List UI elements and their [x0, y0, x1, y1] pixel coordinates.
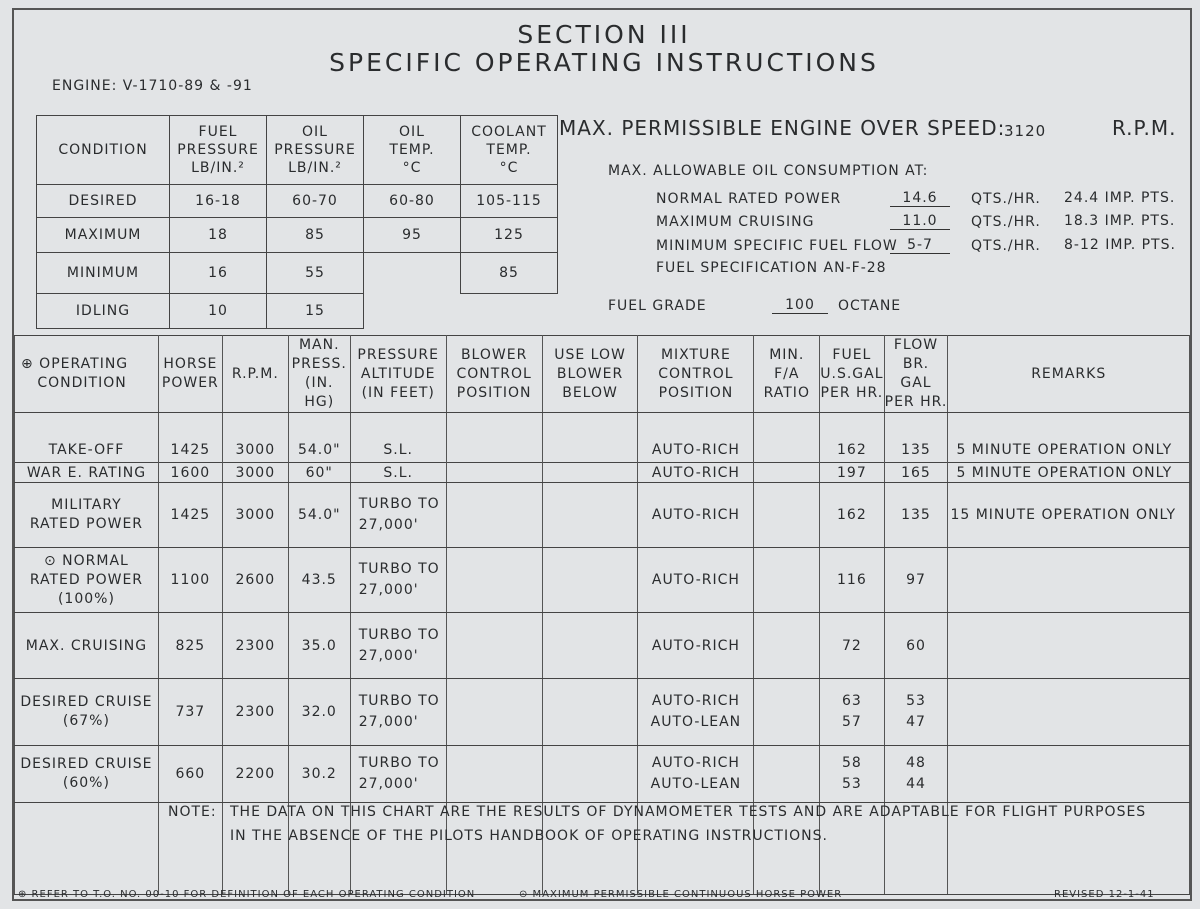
col-header-mixture-control: MIXTURE CONTROL POSITION [638, 336, 754, 413]
cell: 165 [884, 463, 948, 483]
table-row [37, 294, 558, 329]
col-header-fuel-us: FUEL U.S.GAL PER HR. [820, 336, 884, 413]
cell: 3000 [222, 413, 288, 463]
oil-row-value: 5-7 [890, 237, 950, 254]
note-line-2: IN THE ABSENCE OF THE PILOTS HANDBOOK OF OPERATING INSTRUCTIONS. [230, 828, 828, 844]
table-row [37, 253, 558, 294]
cell: AUTO-RICH [638, 463, 754, 483]
cell: 1600 [158, 463, 222, 483]
cell: 5 MINUTE OPERATION ONLY [948, 463, 1190, 483]
cell: IDLING [37, 294, 170, 329]
cell: TURBO TO 27,000' [350, 613, 446, 679]
note-label: NOTE: [164, 804, 221, 820]
cell: 737 [158, 679, 222, 746]
cell [446, 463, 542, 483]
table-row [15, 463, 1190, 483]
cell [446, 548, 542, 613]
fuel-grade-label: FUEL GRADE [608, 298, 707, 314]
cell: MINIMUM [37, 253, 170, 294]
col-header-fuel-pressure: FUEL PRESSURE LB/IN.² [170, 116, 267, 185]
cell: AUTO-RICH AUTO-LEAN [638, 746, 754, 803]
cell: 54.0" [288, 483, 350, 548]
col-header-remarks: REMARKS [948, 336, 1190, 413]
footer-left: ⊕ REFER TO T.O. NO. 00-10 FOR DEFINITION OF EACH OPERATING CONDITION [18, 889, 476, 900]
cell [542, 679, 638, 746]
table-row [37, 185, 558, 218]
footer-right: REVISED 12-1-41 [1054, 889, 1155, 900]
cell: DESIRED CRUISE (60%) [15, 746, 159, 803]
cell [542, 483, 638, 548]
cell: 43.5 [288, 548, 350, 613]
cell: TURBO TO 27,000' [350, 679, 446, 746]
cell: 72 [820, 613, 884, 679]
cell [446, 413, 542, 463]
cell [754, 679, 820, 746]
col-header-operating-condition: ⊕ OPERATING CONDITION [15, 336, 159, 413]
cell: 18 [170, 218, 267, 253]
cell: 125 [461, 218, 558, 253]
col-header-horse-power: HORSE POWER [158, 336, 222, 413]
oil-row-unit: QTS./HR. [971, 214, 1041, 230]
cell: 97 [884, 548, 948, 613]
cell: 35.0 [288, 613, 350, 679]
cell [364, 294, 461, 329]
cell [542, 413, 638, 463]
cell: 48 44 [884, 746, 948, 803]
table-row [15, 413, 1190, 463]
cell: 63 57 [820, 679, 884, 746]
col-header-rpm: R.P.M. [222, 336, 288, 413]
cell: AUTO-RICH [638, 548, 754, 613]
cell [754, 463, 820, 483]
cell: DESIRED [37, 185, 170, 218]
cell: 60-80 [364, 185, 461, 218]
fuel-grade-value: 100 [772, 297, 828, 314]
table-row [15, 679, 1190, 746]
cell: 60 [884, 613, 948, 679]
overspeed-value: 3120 [1004, 122, 1047, 140]
table-row [37, 218, 558, 253]
cell [542, 463, 638, 483]
cell: 825 [158, 613, 222, 679]
cell: 135 [884, 483, 948, 548]
page-subtitle: SPECIFIC OPERATING INSTRUCTIONS [329, 48, 879, 77]
cell [446, 746, 542, 803]
col-header-use-low-blower: USE LOW BLOWER BELOW [542, 336, 638, 413]
cell: 1425 [158, 483, 222, 548]
condition-table [36, 115, 558, 329]
cell: MAX. CRUISING [15, 613, 159, 679]
cell: DESIRED CRUISE (67%) [15, 679, 159, 746]
cell: 16-18 [170, 185, 267, 218]
oil-row-label: MAXIMUM CRUISING [656, 214, 815, 230]
oil-row-imp: 8-12 IMP. PTS. [1064, 237, 1176, 253]
cell: 85 [267, 218, 364, 253]
col-header-fa-ratio: MIN. F/A RATIO [754, 336, 820, 413]
cell: 30.2 [288, 746, 350, 803]
cell: 197 [820, 463, 884, 483]
cell [754, 746, 820, 803]
oil-row-value: 11.0 [890, 213, 950, 230]
cell [754, 413, 820, 463]
cell: 1425 [158, 413, 222, 463]
cell [542, 746, 638, 803]
col-header-manifold-pressure: MAN. PRESS. (IN. HG) [288, 336, 350, 413]
cell: 116 [820, 548, 884, 613]
cell [461, 294, 558, 329]
cell: WAR E. RATING [15, 463, 159, 483]
cell [948, 548, 1190, 613]
table-row [15, 746, 1190, 803]
col-header-oil-temp: OIL TEMP. °C [364, 116, 461, 185]
document-sheet [12, 8, 1192, 901]
fuel-grade-unit: OCTANE [838, 298, 902, 314]
cell [446, 483, 542, 548]
overspeed-label: MAX. PERMISSIBLE ENGINE OVER SPEED: [559, 116, 1006, 140]
table-row [15, 483, 1190, 548]
oil-row-label: MINIMUM SPECIFIC FUEL FLOW [656, 238, 898, 254]
cell: 2300 [222, 679, 288, 746]
footer-middle: ⊙ MAXIMUM PERMISSIBLE CONTINUOUS HORSE POWER [519, 889, 843, 900]
cell: 15 [267, 294, 364, 329]
cell: 15 MINUTE OPERATION ONLY [948, 483, 1190, 548]
cell: 3000 [222, 483, 288, 548]
oil-row-imp: 18.3 IMP. PTS. [1064, 213, 1176, 229]
cell: 5 MINUTE OPERATION ONLY [948, 413, 1190, 463]
cell: MILITARY RATED POWER [15, 483, 159, 548]
oil-row-unit: QTS./HR. [971, 191, 1041, 207]
cell [948, 613, 1190, 679]
cell: 16 [170, 253, 267, 294]
table-row [15, 613, 1190, 679]
cell: 2300 [222, 613, 288, 679]
col-header-pressure-altitude: PRESSURE ALTITUDE (IN FEET) [350, 336, 446, 413]
col-header-oil-pressure: OIL PRESSURE LB/IN.² [267, 116, 364, 185]
cell: TAKE-OFF [15, 413, 159, 463]
cell: 95 [364, 218, 461, 253]
oil-row-label: NORMAL RATED POWER [656, 191, 842, 207]
cell: AUTO-RICH [638, 483, 754, 548]
cell: MAXIMUM [37, 218, 170, 253]
cell [542, 613, 638, 679]
cell: S.L. [350, 413, 446, 463]
cell [542, 548, 638, 613]
cell [948, 679, 1190, 746]
cell: 660 [158, 746, 222, 803]
col-header-condition: CONDITION [37, 116, 170, 185]
cell: 135 [884, 413, 948, 463]
cell: TURBO TO 27,000' [350, 548, 446, 613]
engine-label: ENGINE: V-1710-89 & -91 [52, 78, 253, 94]
cell: 1100 [158, 548, 222, 613]
cell: 162 [820, 413, 884, 463]
cell: 2200 [222, 746, 288, 803]
oil-row-imp: 24.4 IMP. PTS. [1064, 190, 1176, 206]
cell: 55 [267, 253, 364, 294]
cell [754, 483, 820, 548]
cell: 105-115 [461, 185, 558, 218]
oil-row-unit: QTS./HR. [971, 238, 1041, 254]
oil-consumption-heading: MAX. ALLOWABLE OIL CONSUMPTION AT: [608, 163, 929, 179]
cell [948, 746, 1190, 803]
cell [754, 613, 820, 679]
cell: 162 [820, 483, 884, 548]
cell: 85 [461, 253, 558, 294]
cell: AUTO-RICH AUTO-LEAN [638, 679, 754, 746]
fuel-specification: FUEL SPECIFICATION AN-F-28 [656, 260, 887, 276]
cell: 58 53 [820, 746, 884, 803]
cell: 60-70 [267, 185, 364, 218]
cell: TURBO TO 27,000' [350, 746, 446, 803]
cell: S.L. [350, 463, 446, 483]
cell [446, 613, 542, 679]
table-row [15, 548, 1190, 613]
cell: TURBO TO 27,000' [350, 483, 446, 548]
cell: 32.0 [288, 679, 350, 746]
cell: AUTO-RICH [638, 613, 754, 679]
cell: 3000 [222, 463, 288, 483]
cell [446, 679, 542, 746]
col-header-coolant-temp: COOLANT TEMP. °C [461, 116, 558, 185]
cell: 10 [170, 294, 267, 329]
oil-row-value: 14.6 [890, 190, 950, 207]
cell [15, 803, 159, 895]
col-header-flow-br: FLOW BR. GAL PER HR. [884, 336, 948, 413]
overspeed-unit: R.P.M. [1112, 116, 1177, 140]
cell: ⊙ NORMAL RATED POWER (100%) [15, 548, 159, 613]
cell: AUTO-RICH [638, 413, 754, 463]
col-header-blower-control: BLOWER CONTROL POSITION [446, 336, 542, 413]
cell: 2600 [222, 548, 288, 613]
note-line-1: THE DATA ON THIS CHART ARE THE RESULTS OF DYNAMOMETER TESTS AND ARE ADAPTABLE FOR FLIGHT PURPOSES [230, 804, 1147, 820]
cell [754, 548, 820, 613]
cell: 54.0" [288, 413, 350, 463]
cell [364, 253, 461, 294]
cell: 60" [288, 463, 350, 483]
section-title: SECTION III [517, 20, 691, 49]
cell: 53 47 [884, 679, 948, 746]
